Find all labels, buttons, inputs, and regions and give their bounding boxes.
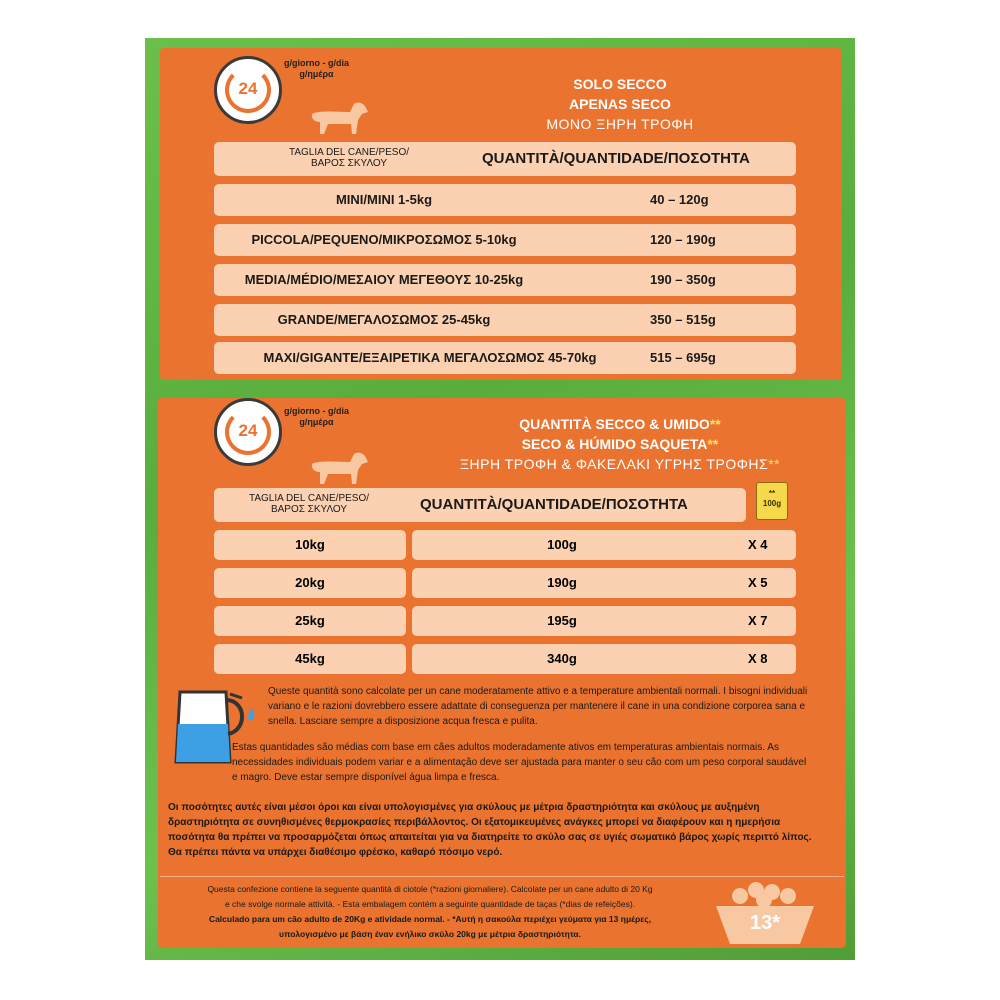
unit-line-2: g/ημέρα [299, 417, 334, 427]
table2-header [214, 488, 746, 522]
heading-greek: ΜΟΝΟ ΞΗΡΗ ΤΡΟΦΗ [546, 116, 694, 132]
pouch-stars: ** [768, 489, 776, 498]
table-row [214, 264, 796, 296]
bowl-count: 13* [749, 912, 781, 934]
row-amount: 195g [547, 613, 577, 628]
row-weight: 10kg [295, 537, 325, 552]
row-pouches: X 7 [748, 613, 768, 628]
heading-portuguese: APENAS SECO [569, 96, 671, 112]
row-pouches: X 8 [748, 651, 768, 666]
heading-portuguese: SECO & HÚMIDO SAQUETA** [521, 436, 719, 452]
row-size: MINI/MINI 1-5kg [335, 192, 433, 207]
dry-wet-heading [420, 414, 820, 474]
heading-stars: ** [768, 456, 781, 472]
table1-header [214, 142, 796, 176]
row-weight: 45kg [295, 651, 325, 666]
table-row [214, 224, 796, 256]
table-row [214, 304, 796, 336]
footer-line-1: Questa confezione contiene la seguente quantità di ciotole (*razioni giornaliere). Calcolate per un cane adulto di 20 Kg [207, 884, 653, 894]
row-amount: 340g [547, 651, 577, 666]
col-weight-line-2: ΒΑΡΟΣ ΣΚΥΛΟΥ [270, 504, 348, 515]
row-amount: 120 – 190g [650, 232, 716, 247]
dog-silhouette-icon [308, 450, 370, 490]
heading-stars: ** [707, 436, 719, 452]
daily-unit-label [284, 58, 349, 80]
row-amount: 515 – 695g [650, 350, 716, 365]
row-size: MAXI/GIGANTE/ΕΞΑΙΡΕΤΙΚΑ ΜΕΓΑΛΟΣΩΜΟΣ 45-70kg [263, 350, 597, 365]
note-greek: Οι ποσότητες αυτές είναι μέσοι όροι και είναι υπολογισμένες για σκύλους με μέτρια δραστηριότητα και σκύλους με αυξημένη δραστηριότητα σε συνηθισμένες θερμοκρασίες περιβάλλοντος. Οι εξατομικευμένες ανάγκες μπορεί να διαφέρουν και η ημερήσια ποσότητα θα πρέπει να προσαρμόζεται όπως απαιτείται για να διατηρείτε το σκύλο σας σε υγιές σωματικό βάρος χωρίς περιττό λίπος. Θα πρέπει πάντα να υπάρχει διαθέσιμο φρέσκο, καθαρό πόσιμο νερό. [168, 802, 812, 858]
heading-italian: SOLO SECCO [573, 76, 667, 92]
col-size-line-1: TAGLIA DEL CANE/PESO/ [288, 147, 410, 158]
unit-line-1: g/giorno - g/dia [284, 406, 349, 416]
row-amount: 350 – 515g [650, 312, 716, 327]
heading-greek: ΞΗΡΗ ΤΡΟΦΗ & ΦΑΚΕΛΑΚΙ ΥΓΡΗΣ ΤΡΟΦΗΣ** [459, 456, 781, 472]
row-size: MEDIA/MÉDIO/ΜΕΣΑΙΟΥ ΜΕΓΕΘΟΥΣ 10-25kg [244, 272, 524, 287]
clock-24h-icon [214, 398, 282, 466]
footer-line-3: Calculado para um cão adulto de 20Kg e atividade normal. - *Αυτή η σακούλα περιέχει γεύματα για 13 ημέρες, [208, 914, 652, 924]
footer-line-4: υπολογισμένο με βάση έναν ενήλικο σκύλο 20kg με μέτρια δραστηριότητα. [279, 929, 581, 939]
clock-number: 24 [238, 421, 258, 440]
row-amount: 100g [547, 537, 577, 552]
row-pouches: X 5 [748, 575, 768, 590]
daily-unit-label [284, 406, 349, 428]
row-weight: 25kg [295, 613, 325, 628]
table2-col-quantity: QUANTITÀ/QUANTIDADE/ΠΟΣΟΤΗΤΑ [420, 496, 688, 513]
row-size: GRANDE/ΜΕΓΑΛΟΣΩΜΟΣ 25-45kg [277, 312, 491, 327]
col-size-line-2: ΒΑΡΟΣ ΣΚΥΛΟΥ [310, 158, 388, 169]
footer-line-2: e che svolge normale attività. - Esta embalagem contém a seguinte quantidade de taças (*dias de refeições). [224, 899, 636, 909]
table-row [214, 184, 796, 216]
row-weight: 20kg [295, 575, 325, 590]
pouch-icon [756, 482, 788, 520]
clock-24h-icon [214, 56, 282, 124]
col-weight-line-1: TAGLIA DEL CANE/PESO/ [248, 493, 370, 504]
heading-italian: QUANTITÀ SECCO & UMIDO** [519, 416, 721, 432]
pouch-weight: 100g [762, 499, 782, 508]
row-amount: 190g [547, 575, 577, 590]
unit-line-1: g/giorno - g/dia [284, 58, 349, 68]
note-italian: Queste quantità sono calcolate per un cane moderatamente attivo e a temperature ambientali normali. I bisogni individuali variano e le razioni dovrebbero essere adattate di conseguenza per mantenere il cane in una condizione corporea sana e snella. Lasciare sempre a disposizione acqua fresca e pulita. [268, 686, 808, 727]
row-pouches: X 4 [748, 537, 768, 552]
table-row [214, 342, 796, 374]
table1-col-quantity: QUANTITÀ/QUANTIDADE/ΠΟΣΟΤΗΤΑ [482, 150, 750, 167]
table2-col-weight [214, 493, 404, 515]
footer-text [160, 882, 700, 942]
note-portuguese: Estas quantidades são médias com base em cães adultos moderadamente ativos em temperaturas ambientais normais. As necessidades individuais podem variar e a alimentação deve ser ajustada para manter o seu cão com um peso corporal saudável e magro. Deve estar sempre disponível água limpa e fresca. [232, 742, 807, 783]
heading-stars: ** [709, 416, 721, 432]
table1-col-size [224, 147, 474, 169]
row-amount: 40 – 120g [650, 192, 709, 207]
row-amount: 190 – 350g [650, 272, 716, 287]
unit-line-2: g/ημέρα [299, 69, 334, 79]
row-size: PICCOLA/PEQUENO/ΜΙΚΡΟΣΩΜΟΣ 5-10kg [251, 232, 517, 247]
clock-number: 24 [238, 79, 258, 98]
dry-only-heading [510, 74, 730, 134]
dog-silhouette-icon [308, 100, 370, 140]
